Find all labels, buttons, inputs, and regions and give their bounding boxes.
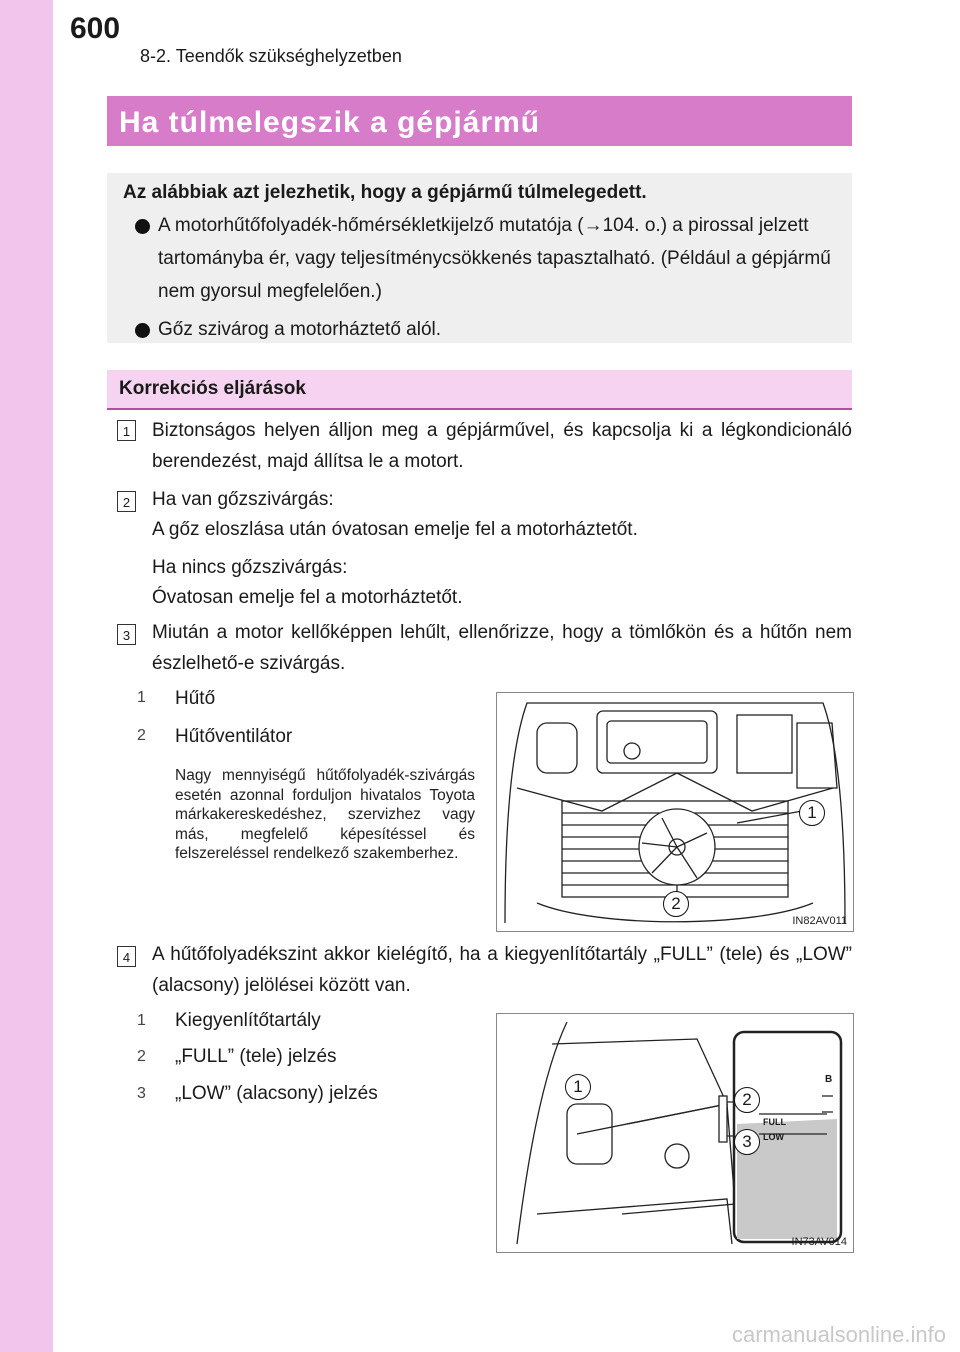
step-2-line: Ha nincs gőzszivárgás:: [152, 557, 348, 578]
item-label: Hűtő: [175, 688, 216, 709]
page-title: Ha túlmelegszik a gépjármű: [107, 96, 852, 146]
item-label: „FULL” (tele) jelzés: [175, 1046, 337, 1067]
summary-bullet-text: A motorhűtőfolyadék-hőmérsékletkijelző mutatója (→104. o.) a pirossal jelzett tartományba ér, vagy teljesítménycsökkenés tapasztalható. (Például a gépjármű nem gyorsul megfelelően.): [158, 215, 831, 302]
summary-heading: Az alábbiak azt jelezhetik, hogy a gépjármű túlmelegedett.: [123, 182, 647, 203]
step-4-text: A hűtőfolyadékszint akkor kielégítő, ha a kiegyenlítőtartály „FULL” (tele) és „LOW” (alacsony) jelölései között van.: [152, 944, 852, 996]
mark-b: B: [825, 1074, 833, 1085]
mark-low: LOW: [763, 1132, 784, 1142]
item-number: 2: [137, 727, 146, 744]
summary-bullet: [121, 313, 838, 346]
callout-1: 1: [799, 800, 825, 826]
step-2-line: Óvatosan emelje fel a motorháztetőt.: [152, 587, 463, 608]
item-number: 1: [137, 1012, 146, 1029]
step-number: 2: [117, 491, 136, 512]
callout-2: 2: [663, 891, 689, 917]
item-label: Kiegyenlítőtartály: [175, 1010, 321, 1031]
step-2-line: Ha van gőzszivárgás:: [152, 489, 334, 510]
summary-bullet-text: Gőz szivárog a motorháztető alól.: [158, 319, 442, 340]
item-number: 1: [137, 689, 146, 706]
figure-reservoir: [496, 1013, 854, 1253]
warning-note: Nagy mennyiségű hűtőfolyadék-szivárgás esetén azonnal forduljon hivatalos Toyota márkakereskedéshez, szervizhez vagy más, megfelelő képesítéssel és felszereléssel rendelkező szakemberhez.: [175, 767, 475, 862]
section-header: 8-2. Teendők szükséghelyzetben: [140, 46, 402, 66]
callout-1: 1: [565, 1074, 591, 1100]
bullet-dot-icon: [135, 323, 150, 338]
step-number: 1: [117, 420, 136, 441]
reservoir-illustration: [497, 1014, 853, 1252]
item-number: 2: [137, 1048, 146, 1065]
left-margin-strip: [0, 0, 53, 1352]
item-label: Hűtőventilátor: [175, 726, 293, 747]
item-label: „LOW” (alacsony) jelzés: [175, 1083, 378, 1104]
mark-full: FULL: [763, 1117, 786, 1127]
section-title: Korrekciós eljárások: [107, 370, 852, 410]
item-number: 3: [137, 1085, 146, 1102]
figure-code: IN73AV014: [791, 1236, 847, 1248]
bullet-dot-icon: [135, 219, 150, 234]
figure-radiator: [496, 692, 854, 932]
page-number: 600: [70, 12, 121, 45]
figure-code: IN82AV011: [792, 915, 847, 927]
step-number: 3: [117, 624, 136, 645]
callout-2: 2: [734, 1087, 760, 1113]
summary-bullet: [121, 209, 838, 308]
summary-box: [107, 173, 852, 343]
step-number: 4: [117, 946, 136, 967]
step-1-text: Biztonságos helyen álljon meg a gépjárművel, és kapcsolja ki a légkondicionáló berendezést, majd állítsa le a motort.: [152, 420, 852, 472]
step-3-text: Miután a motor kellőképpen lehűlt, ellenőrizze, hogy a tömlőkön és a hűtőn nem észlelhető-e szivárgás.: [152, 622, 852, 674]
watermark: carmanualsonline.info: [731, 1322, 946, 1347]
callout-3: 3: [734, 1129, 760, 1155]
step-2-line: A gőz eloszlása után óvatosan emelje fel a motorháztetőt.: [152, 519, 638, 540]
